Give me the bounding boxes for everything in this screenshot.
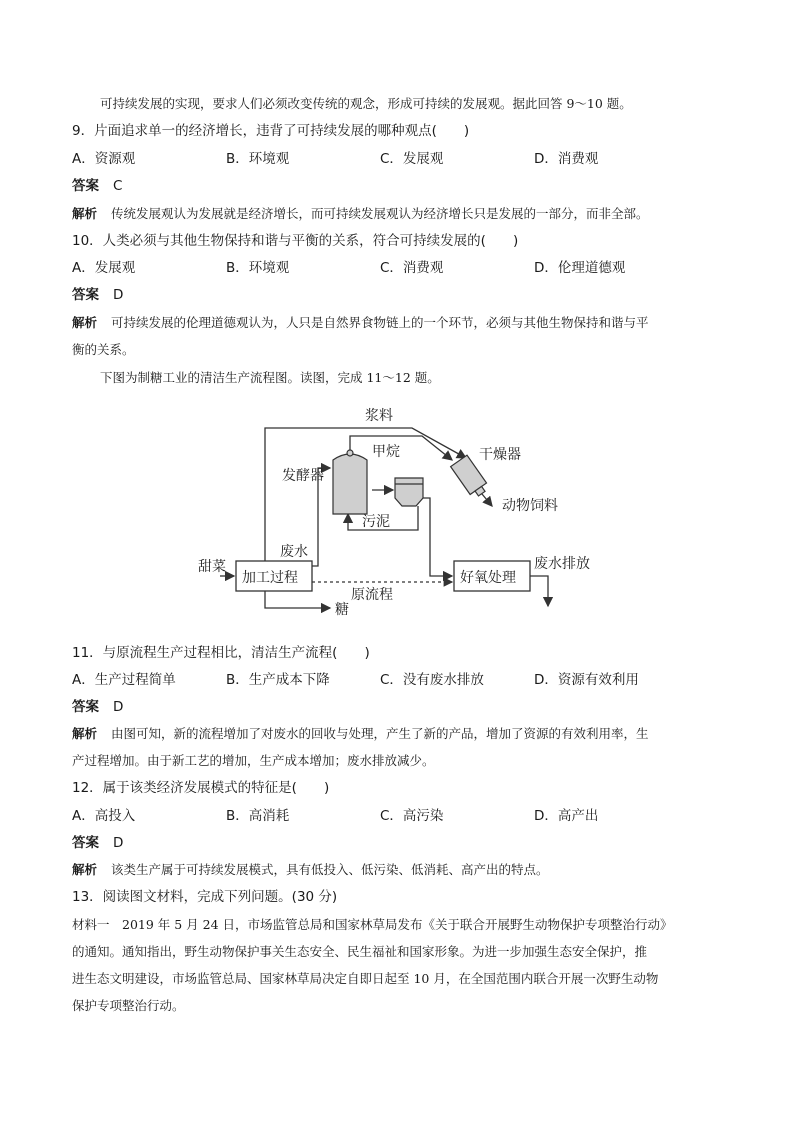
q9-option-b: B．环境观 bbox=[226, 151, 290, 167]
q9-option-a: A．资源观 bbox=[72, 151, 136, 167]
q12-stem: 12．属于该类经济发展模式的特征是( ) bbox=[72, 780, 330, 796]
q11-stem: 11．与原流程生产过程相比，清洁生产流程( ) bbox=[72, 645, 370, 661]
q13-material-line-2: 的通知。通知指出，野生动物保护事关生态安全、民生福祉和国家形象。为进一步加强生态安全保护，推 bbox=[72, 944, 648, 959]
q12-option-c: C．高污染 bbox=[380, 808, 444, 824]
q10-stem: 10．人类必须与其他生物保持和谐与平衡的关系，符合可持续发展的( ) bbox=[72, 233, 519, 249]
discharge-label: 废水排放 bbox=[534, 556, 590, 572]
q9-analysis bbox=[72, 205, 649, 223]
q10-option-a: A．发展观 bbox=[72, 260, 136, 276]
q12-option-d: D．高产出 bbox=[534, 808, 599, 824]
q10-analysis-cont: 衡的关系。 bbox=[72, 342, 135, 357]
q9-stem: 9．片面追求单一的经济增长，违背了可持续发展的哪种观点( ) bbox=[72, 123, 470, 139]
q10-option-d: D．伦理道德观 bbox=[534, 260, 626, 276]
q12-option-b: B．高消耗 bbox=[226, 808, 290, 824]
q12-answer bbox=[72, 834, 123, 852]
intro-text: 可持续发展的实现，要求人们必须改变传统的观念，形成可持续的发展观。据此回答 9～10 题。 bbox=[100, 96, 632, 111]
q13-material-line-4: 保护专项整治行动。 bbox=[72, 998, 185, 1013]
q11-analysis bbox=[72, 725, 649, 743]
q10-analysis bbox=[72, 314, 649, 332]
q10-answer bbox=[72, 286, 123, 304]
q11-option-c: C．没有废水排放 bbox=[380, 672, 484, 688]
fermenter-label: 发酵器 bbox=[282, 468, 324, 484]
analysis-text: 由图可知，新的流程增加了对废水的回收与处理，产生了新的产品，增加了资源的有效利用率，生 bbox=[111, 726, 649, 741]
analysis-text: 该类生产属于可持续发展模式，具有低投入、低污染、低消耗、高产出的特点。 bbox=[111, 862, 549, 877]
q9-option-d: D．消费观 bbox=[534, 151, 599, 167]
sugar-label: 糖 bbox=[335, 602, 349, 618]
q9-answer bbox=[72, 177, 122, 195]
answer-label: 答案 bbox=[72, 835, 99, 851]
answer-value: D bbox=[113, 699, 124, 715]
dryer-label: 干燥器 bbox=[479, 447, 521, 463]
answer-value: D bbox=[113, 287, 124, 303]
q10-option-c: C．消费观 bbox=[380, 260, 444, 276]
q11-option-b: B．生产成本下降 bbox=[226, 672, 330, 688]
fermenter-tank bbox=[333, 450, 367, 514]
answer-label: 答案 bbox=[72, 699, 99, 715]
answer-value: D bbox=[113, 835, 124, 851]
answer-value: C bbox=[113, 178, 123, 194]
slurry-label: 浆料 bbox=[365, 408, 393, 424]
methane-label: 甲烷 bbox=[372, 444, 400, 460]
analysis-label: 解析 bbox=[72, 315, 98, 330]
q13-material-line-1: 材料一 2019 年 5 月 24 日，市场监管总局和国家林草局发布《关于联合开展野生动物保护专项整治行动》 bbox=[72, 917, 673, 932]
analysis-label: 解析 bbox=[72, 726, 98, 741]
sludge-label: 污泥 bbox=[362, 514, 390, 530]
analysis-text: 传统发展观认为发展就是经济增长，而可持续发展观认为经济增长只是发展的一部分，而非全部。 bbox=[111, 206, 649, 221]
q10-option-b: B．环境观 bbox=[226, 260, 290, 276]
q11-option-d: D．资源有效利用 bbox=[534, 672, 639, 688]
answer-label: 答案 bbox=[72, 178, 99, 194]
q11-option-a: A．生产过程简单 bbox=[72, 672, 176, 688]
analysis-label: 解析 bbox=[72, 862, 98, 877]
original-process-label: 原流程 bbox=[351, 587, 393, 603]
flow-diagram bbox=[190, 398, 620, 618]
q11-analysis-cont: 产过程增加。由于新工艺的增加，生产成本增加；废水排放减少。 bbox=[72, 753, 435, 768]
wastewater-label: 废水 bbox=[280, 544, 308, 560]
feed-label: 动物饲料 bbox=[502, 498, 558, 514]
analysis-text: 可持续发展的伦理道德观认为，人只是自然界食物链上的一个环节，必须与其他生物保持和谐与平 bbox=[111, 315, 649, 330]
q11-answer bbox=[72, 698, 123, 716]
q12-analysis bbox=[72, 861, 549, 879]
answer-label: 答案 bbox=[72, 287, 99, 303]
processing-label: 加工过程 bbox=[242, 570, 298, 586]
analysis-label: 解析 bbox=[72, 206, 98, 221]
aerobic-label: 好氧处理 bbox=[460, 570, 516, 586]
q12-option-a: A．高投入 bbox=[72, 808, 136, 824]
q9-option-c: C．发展观 bbox=[380, 151, 444, 167]
settling-tank bbox=[395, 478, 423, 506]
diagram-intro: 下图为制糖工业的清洁生产流程图。读图，完成 11～12 题。 bbox=[100, 370, 440, 385]
beet-label: 甜菜 bbox=[198, 559, 226, 575]
q13-stem: 13．阅读图文材料，完成下列问题。(30 分) bbox=[72, 889, 338, 905]
q13-material-line-3: 进生态文明建设，市场监管总局、国家林草局决定自即日起至 10 月，在全国范围内联合开展一次野生动物 bbox=[72, 971, 659, 986]
